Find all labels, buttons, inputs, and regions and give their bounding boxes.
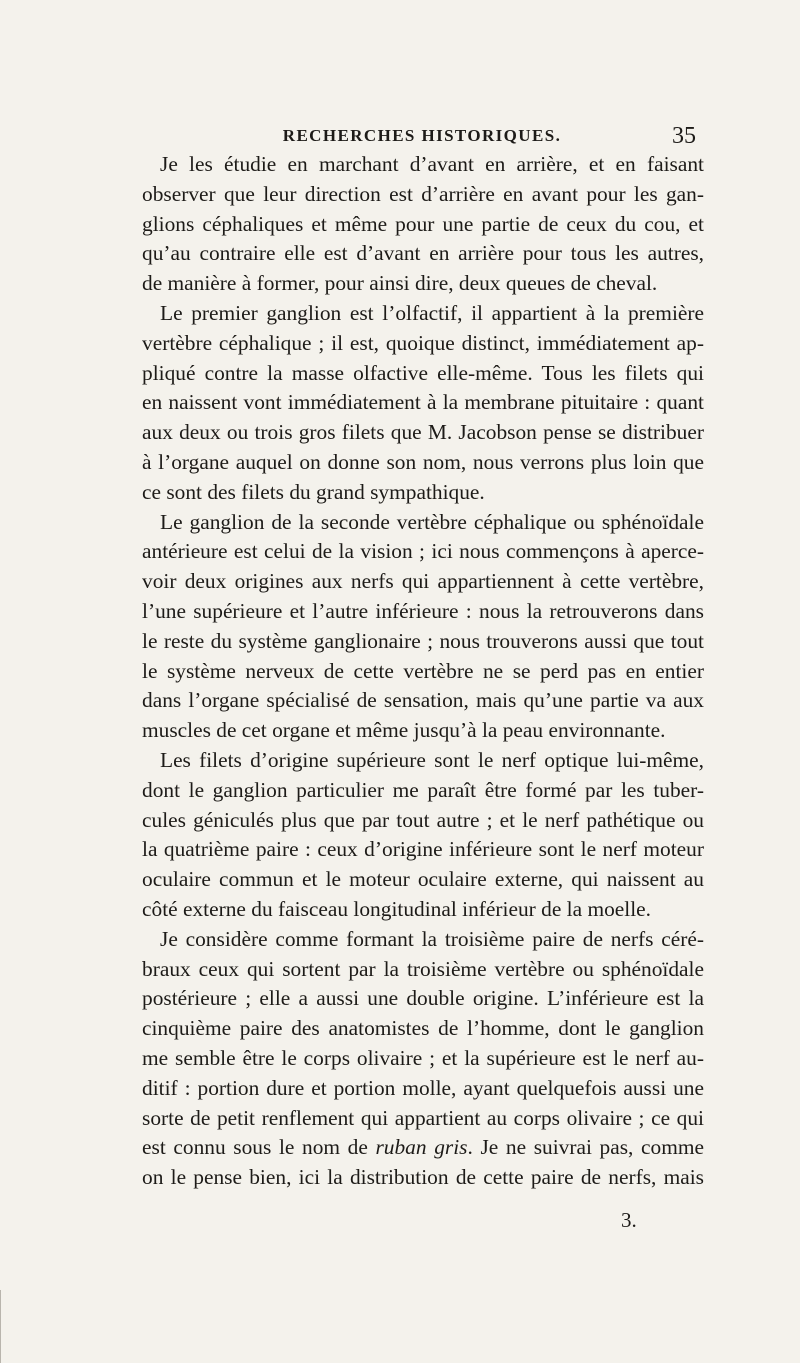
text-line: me semble être le corps olivaire ; et la supérieure est le nerf au- [142, 1045, 704, 1070]
text-line: sorte de petit renflement qui appartient au corps olivaire ; ce qui [142, 1105, 704, 1130]
text-line: braux ceux qui sortent par la troisième vertèbre ou sphénoïdale [142, 956, 704, 981]
text-line: en naissent vont immédiatement à la membrane pituitaire : quant [142, 390, 704, 415]
text-line: muscles de cet organe et même jusqu’à la peau environnante. [142, 718, 666, 743]
text-line: on le pense bien, ici la distribution de cette paire de nerfs, mais [142, 1165, 704, 1190]
text-line: Le premier ganglion est l’olfactif, il appartient à la première [160, 300, 704, 325]
text-line: l’une supérieure et l’autre inférieure : nous la retrouverons dans [142, 598, 704, 623]
body-text [142, 150, 704, 1193]
text-line: le système nerveux de cette vertèbre ne se perd pas en entier [142, 658, 704, 683]
text-line: Les filets d’origine supérieure sont le nerf optique lui-même, [160, 747, 704, 772]
text-line: ditif : portion dure et portion molle, ayant quelquefois aussi une [142, 1075, 704, 1100]
text-line: aux deux ou trois gros filets que M. Jacobson pense se distribuer [142, 420, 704, 445]
text-line: antérieure est celui de la vision ; ici nous commençons à aperce- [142, 539, 704, 564]
text-line: qu’au contraire elle est d’avant en arrière pour tous les autres, [142, 241, 704, 266]
page-number: 35 [672, 123, 696, 149]
running-head: RECHERCHES HISTORIQUES. [282, 126, 562, 145]
text-line: voir deux origines aux nerfs qui appartiennent à cette vertèbre, [142, 569, 704, 594]
text-line: observer que leur direction est d’arrière en avant pour les gan- [142, 181, 704, 206]
signature-mark: 3. [621, 1208, 637, 1232]
text-line: oculaire commun et le moteur oculaire externe, qui naissent au [142, 867, 704, 892]
text-line: à l’organe auquel on donne son nom, nous verrons plus loin que [142, 449, 704, 474]
text-line: pliqué contre la masse olfactive elle-même. Tous les filets qui [142, 360, 704, 385]
page-edge-line [0, 1290, 1, 1363]
italic-term: ruban gris [375, 1135, 468, 1160]
text-line: Je les étudie en marchant d’avant en arrière, et en faisant [160, 152, 704, 176]
text-line: Je considère comme formant la troisième paire de nerfs céré- [160, 926, 704, 951]
text-line: dans l’organe spécialisé de sensation, mais qu’une partie va aux [142, 688, 704, 713]
text-line: dont le ganglion particulier me paraît être formé par les tuber- [142, 777, 704, 802]
text-line: Le ganglion de la seconde vertèbre céphalique ou sphénoïdale [160, 509, 704, 534]
text-line: cules géniculés plus que par tout autre ; et le nerf pathétique ou [142, 807, 704, 832]
text-line: postérieure ; elle a aussi une double origine. L’inférieure est la [142, 986, 704, 1011]
text-line: la quatrième paire : ceux d’origine inférieure sont le nerf moteur [142, 837, 704, 862]
text-line: vertèbre céphalique ; il est, quoique distinct, immédiatement ap- [142, 330, 704, 355]
text-line: de manière à former, pour ainsi dire, deux queues de cheval. [142, 271, 658, 296]
text-line: côté externe du faisceau longitudinal inférieur de la moelle. [142, 896, 651, 921]
text-line: le reste du système ganglionaire ; nous trouverons aussi que tout [142, 628, 704, 653]
text-line: est connu sous le nom de ruban gris. Je ne suivrai pas, comme [142, 1135, 704, 1160]
text-line: ce sont des filets du grand sympathique. [142, 479, 485, 504]
text-line: glions céphaliques et même pour une partie de ceux du cou, et [142, 211, 704, 236]
text-line: cinquième paire des anatomistes de l’homme, dont le ganglion [142, 1016, 704, 1041]
